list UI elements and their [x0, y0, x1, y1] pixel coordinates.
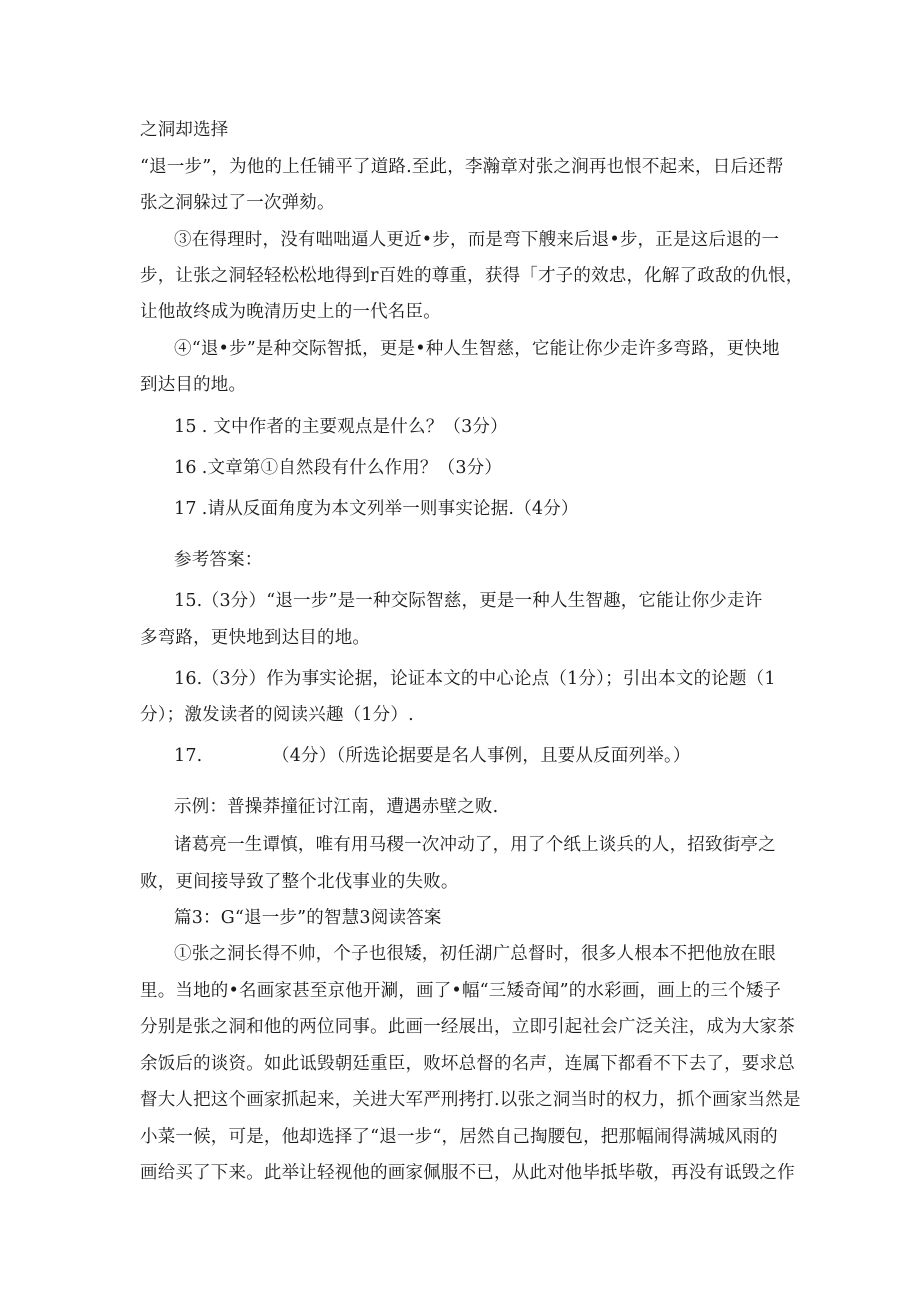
answer-16-line: 分）；激发读者的阅读兴趣（1分）. [140, 705, 414, 725]
question-17 [174, 497, 579, 521]
question-text: . 文中作者的主要观点是什么？（3分） [201, 417, 508, 437]
text-line: “退一步”，为他的上任铺平了道路.至此，李瀚章对张之涧再也恨不起来，日后还帮 [140, 157, 784, 177]
paragraph-3-line: 让他故终成为晚清历史上的一代名臣。 [140, 302, 441, 322]
section3-paragraph-line: 督大人把这个画家抓起来，关进大军严刑拷打.以张之洞当时的权力，抓个画家当然是 [140, 1090, 801, 1110]
answer-number: 17. [174, 746, 203, 766]
section3-paragraph-line: 画给买了下来。此举让轻视他的画家佩服不已，从此对他毕抵毕敬，再没有诋毁之作 [140, 1163, 795, 1183]
section3-paragraph-line: 余饭后的谈资。如此诋毁朝廷重臣，败坏总督的名声，连属下都看不下去了，要求总 [140, 1054, 795, 1074]
paragraph-3-line: ③在得理时，没有咄咄逼人更近•步，而是弯下艘来后退•步，正是这后退的一 [174, 230, 780, 250]
question-number: 16 [174, 458, 197, 478]
section3-paragraph-line: 小菜一候，可是，他却选择了“退一步“，居然自己掏腰包，把那幅闹得满城风雨的 [140, 1127, 778, 1147]
answer-text: （4分）（所选论据要是名人事例，且要从反面列举。） [272, 746, 691, 766]
example-paragraph-line: 败，更间接导致了整个北伐事业的失败。 [140, 872, 459, 892]
paragraph-4-line: ④“退•步”是种交际智抵，更是•种人生智慈，它能让你少走许多弯路，更快地 [174, 339, 780, 359]
question-number: 15 [174, 417, 197, 437]
answer-15-line: 多弯路，更快地到达目的地。 [140, 628, 371, 648]
answer-text: （3分）“退一步”是一种交际智慈，更是一种人生智趣，它能让你少走许 [201, 591, 763, 611]
section-title: 篇3：G“退一步”的智慧3阅读答案 [174, 908, 442, 928]
question-text: .文章第①自然段有什么作用？（3分） [201, 458, 503, 478]
section3-paragraph-line: ①张之洞长得不帅，个子也很矮，初任湖广总督时，很多人根本不把他放在眼 [174, 944, 776, 964]
answers-heading: 参考答案： [174, 550, 263, 570]
section3-paragraph-line: 分别是张之洞和他的两位同事。此画一经展出，立即引起社会广泛关注，成为大家茶 [140, 1017, 795, 1037]
answer-16-line [174, 667, 776, 691]
example-paragraph-line: 诸葛亮一生谭慎，唯有用马稷一次冲动了，用了个纸上谈兵的人，招致街亭之 [174, 835, 776, 855]
section3-paragraph-line: 里。当地的•名画家甚至京他开涮，画了•幅“三矮奇闻”的水彩画，画上的三个矮子 [140, 981, 782, 1001]
example-line: 示例：普操莽撞征讨江南，遭遇赤壁之败. [174, 797, 499, 817]
paragraph-4-line: 到达目的地。 [140, 375, 247, 395]
paragraph-3-line: 步，让张之洞轻轻松松地得到r百姓的尊重，获得「才子的效忠，化解了政敌的仇恨， [140, 266, 804, 286]
text-line: 张之洞躲过了一次弹劾。 [140, 193, 335, 213]
answer-number: 15. [174, 591, 203, 611]
text-line: 之洞却选择 [140, 120, 229, 140]
answer-text: （3分）作为事实论据，论证本文的中心论点（1分）；引出本文的论题（1 [201, 669, 776, 689]
question-number: 17 [174, 499, 197, 519]
answer-15-line [174, 589, 762, 613]
question-15 [174, 415, 508, 439]
question-text: .请从反面角度为本文列举一则事实论据.（4分） [201, 499, 579, 519]
answer-17-line [174, 744, 691, 768]
answer-number: 16. [174, 669, 203, 689]
question-16 [174, 456, 502, 480]
